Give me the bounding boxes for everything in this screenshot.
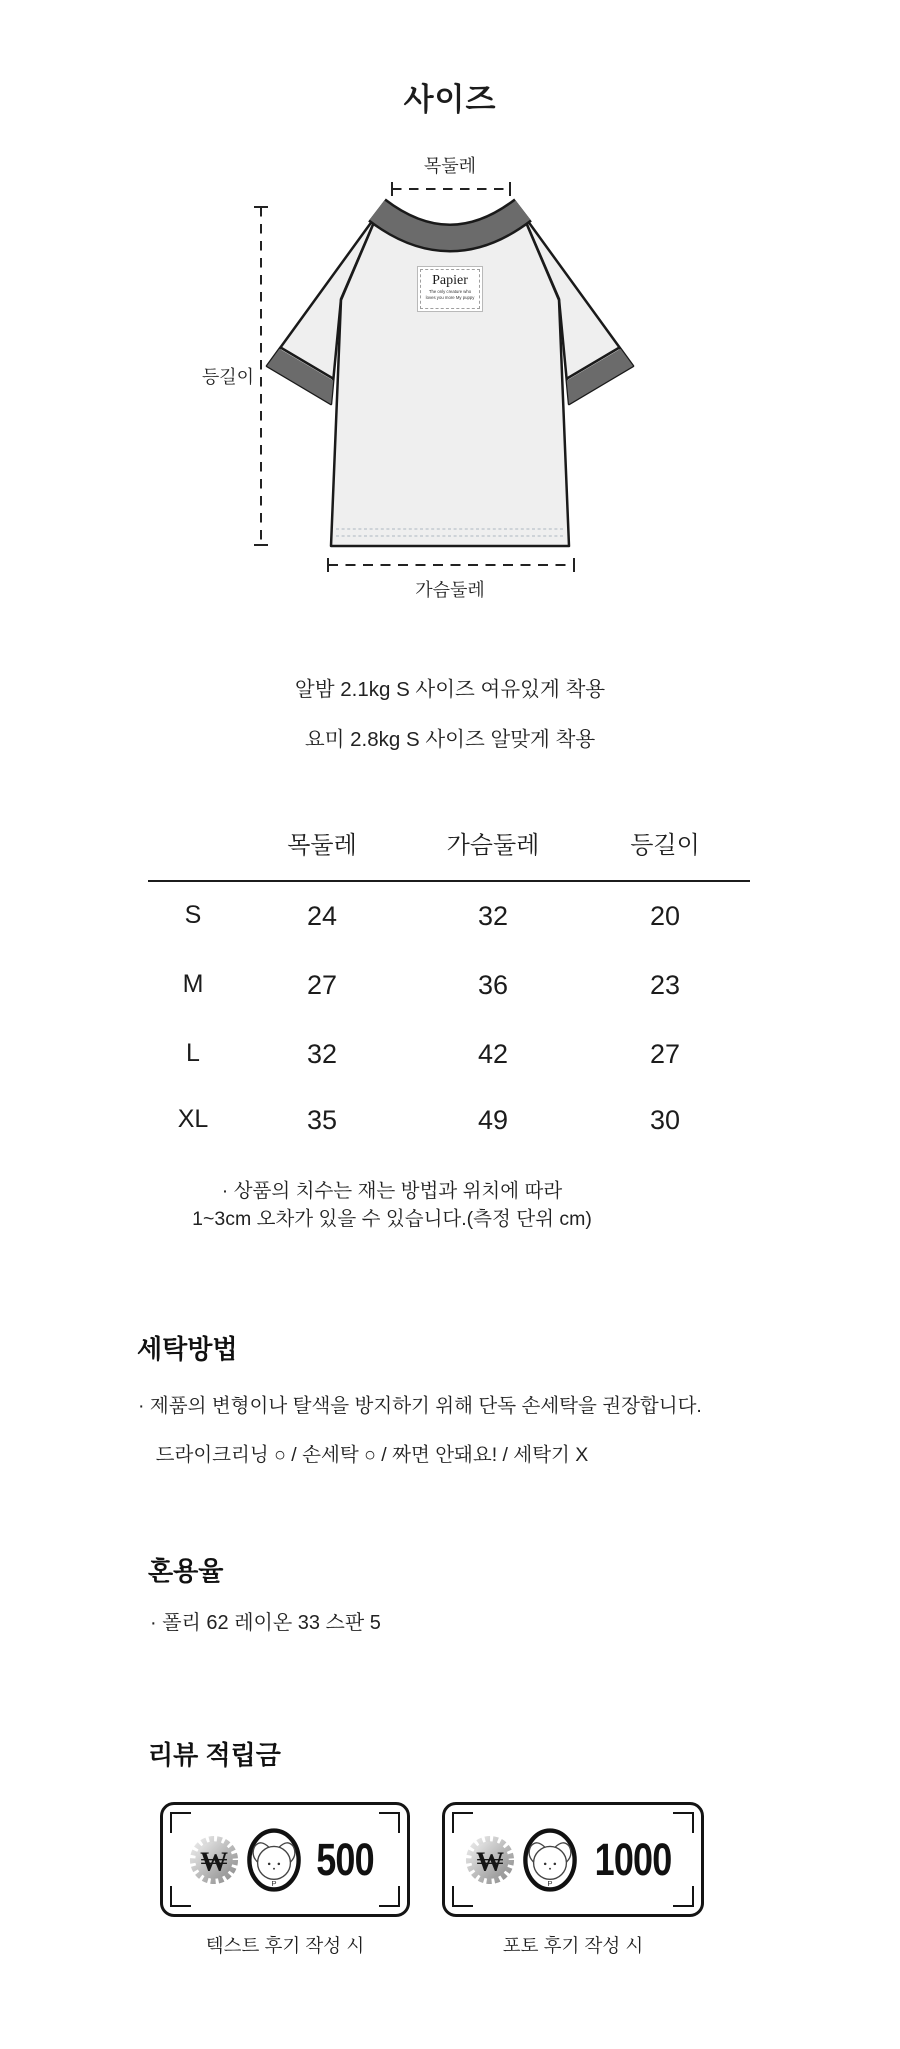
corner-bracket — [379, 1886, 400, 1907]
size-label: L — [186, 1039, 200, 1067]
neck-value: 27 — [306, 970, 338, 1000]
shirt-size-diagram — [0, 0, 900, 660]
corner-bracket — [673, 1812, 694, 1833]
puppy-stamp-icon — [522, 1827, 578, 1893]
table-header-rule — [148, 880, 750, 882]
review-heading: 리뷰 적립금 — [148, 1740, 281, 1770]
col-header-chest: 가슴둘레 — [446, 832, 540, 859]
chest-value: 42 — [477, 1039, 509, 1069]
fit-note-1: 알밤 2.1kg S 사이즈 여유있게 착용 — [294, 678, 606, 701]
badge-label-text-review: 텍스트 후기 작성 시 — [205, 1935, 365, 1956]
chest-value: 32 — [477, 901, 509, 931]
washing-heading: 세탁방법 — [137, 1334, 238, 1364]
neck-value: 24 — [306, 901, 338, 931]
back-value: 30 — [649, 1105, 681, 1135]
won-seal-icon — [465, 1835, 515, 1885]
neck-measure-label: 목둘레 — [423, 156, 477, 176]
col-header-neck: 목둘레 — [287, 832, 357, 859]
won-seal-icon — [189, 1835, 239, 1885]
brand-tag-tagline: The only creature who — [428, 289, 472, 294]
table-row — [148, 972, 750, 999]
brand-tag — [417, 266, 483, 312]
back-value: 23 — [649, 970, 681, 1000]
composition-detail: · 폴리 62 레이온 33 스판 5 — [150, 1612, 381, 1634]
svg-text:₩: ₩ — [476, 1844, 504, 1878]
col-header-back: 등길이 — [630, 832, 700, 859]
back-value: 20 — [649, 901, 681, 931]
svg-text:P: P — [547, 1878, 553, 1888]
page-title: 사이즈 — [403, 82, 497, 117]
corner-bracket — [170, 1812, 191, 1833]
corner-bracket — [452, 1812, 473, 1833]
points-amount: 1000 — [594, 1833, 672, 1885]
composition-heading: 혼용율 — [148, 1556, 224, 1586]
corner-bracket — [379, 1812, 400, 1833]
back-value: 27 — [649, 1039, 681, 1069]
shirt-body — [331, 213, 569, 546]
corner-bracket — [673, 1886, 694, 1907]
corner-bracket — [452, 1886, 473, 1907]
table-row — [148, 1107, 750, 1134]
chest-value: 49 — [477, 1105, 509, 1135]
size-table-note-2: 1~3cm 오차가 있을 수 있습니다.(측정 단위 cm) — [192, 1208, 592, 1230]
puppy-stamp-icon — [246, 1827, 302, 1893]
chest-measure-label: 가슴둘레 — [415, 580, 485, 600]
size-table-note-1: · 상품의 치수는 재는 방법과 위치에 따라 — [221, 1180, 563, 1202]
washing-note: · 제품의 변형이나 탈색을 방지하기 위해 단독 손세탁을 권장합니다. — [138, 1395, 702, 1417]
review-badge-text — [160, 1802, 410, 1917]
washing-methods: 드라이크리닝 ○ / 손세탁 ○ / 짜면 안돼요! / 세탁기 X — [155, 1444, 589, 1466]
table-row — [148, 1041, 750, 1068]
svg-text:P: P — [271, 1878, 277, 1888]
brand-tag-tagline: loves you more My puppy — [425, 294, 475, 300]
size-label: S — [184, 901, 202, 929]
back-measure-line — [254, 207, 268, 545]
size-label: XL — [177, 1105, 209, 1133]
neck-measure-line — [392, 182, 510, 196]
size-table-header — [148, 834, 750, 858]
chest-value: 36 — [477, 970, 509, 1000]
review-badge-photo — [442, 1802, 704, 1917]
svg-text:₩: ₩ — [200, 1844, 228, 1878]
size-label: M — [182, 970, 204, 998]
corner-bracket — [170, 1886, 191, 1907]
fit-note-2: 요미 2.8kg S 사이즈 알맞게 착용 — [304, 728, 596, 751]
neck-value: 32 — [306, 1039, 338, 1069]
back-measure-label: 등길이 — [201, 367, 254, 387]
points-amount: 500 — [316, 1833, 374, 1885]
brand-tag-name: Papier — [432, 273, 468, 288]
chest-measure-line — [328, 558, 574, 572]
badge-label-photo-review: 포토 후기 작성 시 — [502, 1935, 644, 1956]
table-row — [148, 903, 750, 930]
neck-value: 35 — [306, 1105, 338, 1135]
